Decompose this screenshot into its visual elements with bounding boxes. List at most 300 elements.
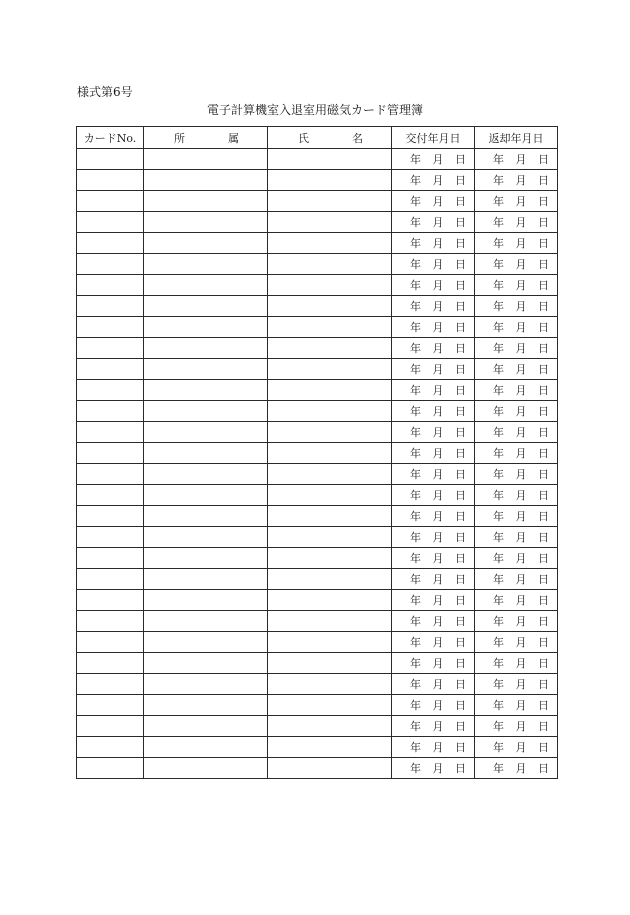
issued-date-cell[interactable] [392,338,475,359]
name-cell[interactable] [268,380,392,401]
table-row [77,464,558,485]
date-unit-year: 年 [410,174,421,187]
date-unit-month: 月 [432,300,444,313]
card-no-cell[interactable] [77,548,144,569]
date-unit-year: 年 [410,573,421,586]
header-name [268,127,392,149]
issued-date-cell[interactable] [392,569,475,590]
department-cell[interactable] [144,149,268,170]
department-cell[interactable] [144,212,268,233]
date-unit-month: 月 [515,174,527,187]
date-unit-day: 日 [538,615,549,628]
date-unit-day: 日 [538,363,549,376]
date-unit-day: 日 [538,174,549,187]
card-no-cell[interactable] [77,695,144,716]
card-no-cell[interactable] [77,296,144,317]
date-unit-month: 月 [432,741,444,754]
returned-date-cell[interactable] [475,590,558,611]
department-cell[interactable] [144,548,268,569]
date-unit-month: 月 [515,762,527,775]
name-cell[interactable] [268,338,392,359]
date-unit-day: 日 [538,279,549,292]
returned-date-cell[interactable] [475,611,558,632]
date-unit-year: 年 [493,237,504,250]
card-no-cell[interactable] [77,149,144,170]
date-unit-year: 年 [410,678,421,691]
date-unit-year: 年 [410,741,421,754]
header-returned-date-label: 返却年月日 [488,131,544,145]
table-row [77,422,558,443]
returned-date-cell[interactable] [475,548,558,569]
date-unit-day: 日 [538,426,549,439]
department-cell[interactable] [144,422,268,443]
date-unit-year: 年 [493,636,504,649]
date-unit-year: 年 [410,615,421,628]
department-cell[interactable] [144,653,268,674]
date-unit-month: 月 [432,699,444,712]
date-unit-month: 月 [515,636,527,649]
date-unit-year: 年 [493,699,504,712]
department-cell[interactable] [144,464,268,485]
table-row [77,380,558,401]
name-cell[interactable] [268,758,392,779]
date-unit-year: 年 [410,258,421,271]
issued-date-cell[interactable] [392,758,475,779]
department-cell[interactable] [144,254,268,275]
date-unit-month: 月 [515,657,527,670]
department-cell[interactable] [144,170,268,191]
date-unit-day: 日 [455,153,466,166]
issued-date-cell[interactable] [392,632,475,653]
issued-date-cell[interactable] [392,443,475,464]
header-issued-date [392,127,475,149]
returned-date-cell[interactable] [475,695,558,716]
table-row [77,590,558,611]
date-unit-day: 日 [455,447,466,460]
returned-date-cell[interactable] [475,296,558,317]
issued-date-cell[interactable] [392,191,475,212]
card-no-cell[interactable] [77,758,144,779]
date-unit-day: 日 [538,195,549,208]
issued-date-cell[interactable] [392,380,475,401]
department-cell[interactable] [144,359,268,380]
department-cell[interactable] [144,695,268,716]
table-row [77,254,558,275]
date-unit-day: 日 [538,552,549,565]
department-cell[interactable] [144,233,268,254]
name-cell[interactable] [268,464,392,485]
date-unit-month: 月 [432,636,444,649]
form-number: 様式第6号 [77,85,133,99]
name-cell[interactable] [268,275,392,296]
date-unit-month: 月 [432,237,444,250]
department-cell[interactable] [144,506,268,527]
date-unit-day: 日 [455,636,466,649]
department-cell[interactable] [144,401,268,422]
date-unit-month: 月 [432,426,444,439]
header-card-no-label: カードNo. [83,131,137,145]
name-cell[interactable] [268,653,392,674]
department-cell[interactable] [144,611,268,632]
name-cell[interactable] [268,317,392,338]
returned-date-cell[interactable] [475,191,558,212]
card-no-cell[interactable] [77,737,144,758]
department-cell[interactable] [144,485,268,506]
name-cell[interactable] [268,632,392,653]
table-row [77,212,558,233]
date-unit-month: 月 [432,594,444,607]
date-unit-day: 日 [455,258,466,271]
issued-date-cell[interactable] [392,401,475,422]
returned-date-cell[interactable] [475,422,558,443]
returned-date-cell[interactable] [475,527,558,548]
name-cell[interactable] [268,590,392,611]
header-returned-date [475,127,558,149]
header-issued-date-label: 交付年月日 [405,131,461,145]
card-no-cell[interactable] [77,569,144,590]
card-no-cell[interactable] [77,506,144,527]
card-no-cell[interactable] [77,359,144,380]
name-cell[interactable] [268,485,392,506]
issued-date-cell[interactable] [392,485,475,506]
date-unit-day: 日 [455,489,466,502]
name-cell[interactable] [268,212,392,233]
issued-date-cell[interactable] [392,527,475,548]
card-no-cell[interactable] [77,485,144,506]
returned-date-cell[interactable] [475,401,558,422]
name-cell[interactable] [268,443,392,464]
date-unit-year: 年 [493,153,504,166]
date-unit-month: 月 [432,153,444,166]
date-unit-month: 月 [515,489,527,502]
returned-date-cell[interactable] [475,170,558,191]
date-unit-day: 日 [538,300,549,313]
date-unit-month: 月 [432,573,444,586]
card-no-cell[interactable] [77,611,144,632]
issued-date-cell[interactable] [392,233,475,254]
department-cell[interactable] [144,296,268,317]
date-unit-day: 日 [538,594,549,607]
date-unit-month: 月 [515,699,527,712]
table-row [77,695,558,716]
returned-date-cell[interactable] [475,149,558,170]
date-unit-day: 日 [455,657,466,670]
date-unit-day: 日 [455,741,466,754]
card-no-cell[interactable] [77,422,144,443]
name-cell[interactable] [268,296,392,317]
header-department-char-2: 属 [228,131,239,145]
table-row [77,758,558,779]
date-unit-month: 月 [515,300,527,313]
date-unit-month: 月 [515,405,527,418]
date-unit-day: 日 [455,510,466,523]
date-unit-day: 日 [455,174,466,187]
date-unit-year: 年 [493,195,504,208]
date-unit-year: 年 [410,489,421,502]
returned-date-cell[interactable] [475,716,558,737]
card-no-cell[interactable] [77,464,144,485]
header-department [144,127,268,149]
issued-date-cell[interactable] [392,716,475,737]
date-unit-month: 月 [515,216,527,229]
date-unit-year: 年 [493,615,504,628]
returned-date-cell[interactable] [475,506,558,527]
date-unit-year: 年 [410,405,421,418]
date-unit-month: 月 [432,468,444,481]
date-unit-year: 年 [493,720,504,733]
card-no-cell[interactable] [77,716,144,737]
date-unit-month: 月 [515,594,527,607]
department-cell[interactable] [144,527,268,548]
header-department-char-1: 所 [174,131,185,145]
date-unit-day: 日 [538,405,549,418]
name-cell[interactable] [268,506,392,527]
returned-date-cell[interactable] [475,359,558,380]
issued-date-cell[interactable] [392,695,475,716]
table-row [77,275,558,296]
date-unit-year: 年 [493,321,504,334]
date-unit-month: 月 [515,258,527,271]
issued-date-cell[interactable] [392,212,475,233]
date-unit-day: 日 [538,636,549,649]
date-unit-day: 日 [538,678,549,691]
date-unit-day: 日 [538,447,549,460]
date-unit-day: 日 [538,741,549,754]
table-row [77,149,558,170]
date-unit-day: 日 [538,573,549,586]
date-unit-year: 年 [410,636,421,649]
date-unit-month: 月 [432,384,444,397]
date-unit-day: 日 [538,762,549,775]
department-cell[interactable] [144,590,268,611]
card-no-cell[interactable] [77,191,144,212]
name-cell[interactable] [268,254,392,275]
issued-date-cell[interactable] [392,737,475,758]
card-no-cell[interactable] [77,170,144,191]
department-cell[interactable] [144,716,268,737]
date-unit-month: 月 [515,363,527,376]
returned-date-cell[interactable] [475,674,558,695]
date-unit-year: 年 [493,552,504,565]
date-unit-day: 日 [538,216,549,229]
name-cell[interactable] [268,149,392,170]
date-unit-day: 日 [455,762,466,775]
date-unit-month: 月 [515,447,527,460]
date-unit-month: 月 [432,258,444,271]
department-cell[interactable] [144,338,268,359]
returned-date-cell[interactable] [475,464,558,485]
card-no-cell[interactable] [77,338,144,359]
table-row [77,506,558,527]
date-unit-year: 年 [410,426,421,439]
date-unit-year: 年 [410,699,421,712]
date-unit-day: 日 [538,531,549,544]
date-unit-month: 月 [515,552,527,565]
date-unit-day: 日 [538,510,549,523]
returned-date-cell[interactable] [475,254,558,275]
date-unit-year: 年 [410,594,421,607]
department-cell[interactable] [144,275,268,296]
issued-date-cell[interactable] [392,317,475,338]
department-cell[interactable] [144,380,268,401]
returned-date-cell[interactable] [475,632,558,653]
returned-date-cell[interactable] [475,212,558,233]
department-cell[interactable] [144,443,268,464]
card-no-cell[interactable] [77,674,144,695]
card-no-cell[interactable] [77,254,144,275]
issued-date-cell[interactable] [392,674,475,695]
date-unit-year: 年 [493,300,504,313]
name-cell[interactable] [268,569,392,590]
returned-date-cell[interactable] [475,380,558,401]
name-cell[interactable] [268,233,392,254]
table-row [77,296,558,317]
card-no-cell[interactable] [77,212,144,233]
date-unit-day: 日 [538,153,549,166]
date-unit-year: 年 [410,153,421,166]
name-cell[interactable] [268,422,392,443]
date-unit-year: 年 [410,363,421,376]
department-cell[interactable] [144,632,268,653]
issued-date-cell[interactable] [392,275,475,296]
department-cell[interactable] [144,674,268,695]
card-no-cell[interactable] [77,590,144,611]
issued-date-cell[interactable] [392,170,475,191]
date-unit-year: 年 [493,594,504,607]
date-unit-year: 年 [410,321,421,334]
date-unit-month: 月 [515,426,527,439]
issued-date-cell[interactable] [392,506,475,527]
name-cell[interactable] [268,548,392,569]
date-unit-day: 日 [455,699,466,712]
department-cell[interactable] [144,191,268,212]
date-unit-month: 月 [515,531,527,544]
date-unit-day: 日 [455,384,466,397]
issued-date-cell[interactable] [392,590,475,611]
card-no-cell[interactable] [77,233,144,254]
date-unit-day: 日 [538,237,549,250]
returned-date-cell[interactable] [475,485,558,506]
issued-date-cell[interactable] [392,254,475,275]
department-cell[interactable] [144,569,268,590]
issued-date-cell[interactable] [392,611,475,632]
returned-date-cell[interactable] [475,338,558,359]
card-no-cell[interactable] [77,317,144,338]
name-cell[interactable] [268,170,392,191]
date-unit-month: 月 [515,321,527,334]
date-unit-day: 日 [455,552,466,565]
date-unit-year: 年 [493,531,504,544]
card-no-cell[interactable] [77,401,144,422]
name-cell[interactable] [268,359,392,380]
date-unit-day: 日 [455,237,466,250]
date-unit-day: 日 [455,573,466,586]
date-unit-month: 月 [432,216,444,229]
name-cell[interactable] [268,611,392,632]
header-card-no [77,127,144,149]
department-cell[interactable] [144,758,268,779]
table-row [77,548,558,569]
date-unit-month: 月 [432,678,444,691]
department-cell[interactable] [144,317,268,338]
name-cell[interactable] [268,191,392,212]
date-unit-month: 月 [515,741,527,754]
date-unit-month: 月 [515,237,527,250]
table-body [77,149,558,779]
returned-date-cell[interactable] [475,233,558,254]
date-unit-day: 日 [455,468,466,481]
date-unit-year: 年 [410,447,421,460]
table-row [77,233,558,254]
name-cell[interactable] [268,401,392,422]
date-unit-month: 月 [432,657,444,670]
date-unit-month: 月 [432,279,444,292]
department-cell[interactable] [144,737,268,758]
date-unit-month: 月 [432,552,444,565]
name-cell[interactable] [268,695,392,716]
date-unit-year: 年 [410,195,421,208]
date-unit-year: 年 [410,300,421,313]
table-row [77,737,558,758]
date-unit-day: 日 [455,321,466,334]
date-unit-year: 年 [493,426,504,439]
card-no-cell[interactable] [77,527,144,548]
returned-date-cell[interactable] [475,317,558,338]
returned-date-cell[interactable] [475,653,558,674]
returned-date-cell[interactable] [475,569,558,590]
issued-date-cell[interactable] [392,464,475,485]
name-cell[interactable] [268,674,392,695]
date-unit-year: 年 [493,174,504,187]
date-unit-month: 月 [515,342,527,355]
date-unit-day: 日 [455,720,466,733]
issued-date-cell[interactable] [392,422,475,443]
table-row [77,359,558,380]
date-unit-day: 日 [455,531,466,544]
card-no-cell[interactable] [77,380,144,401]
date-unit-day: 日 [455,342,466,355]
date-unit-day: 日 [455,426,466,439]
returned-date-cell[interactable] [475,758,558,779]
name-cell[interactable] [268,527,392,548]
issued-date-cell[interactable] [392,548,475,569]
returned-date-cell[interactable] [475,443,558,464]
name-cell[interactable] [268,737,392,758]
issued-date-cell[interactable] [392,653,475,674]
date-unit-day: 日 [538,384,549,397]
card-no-cell[interactable] [77,443,144,464]
card-no-cell[interactable] [77,632,144,653]
date-unit-day: 日 [538,657,549,670]
returned-date-cell[interactable] [475,737,558,758]
table-row [77,443,558,464]
issued-date-cell[interactable] [392,149,475,170]
card-no-cell[interactable] [77,275,144,296]
date-unit-day: 日 [538,321,549,334]
date-unit-month: 月 [515,720,527,733]
date-unit-day: 日 [455,615,466,628]
name-cell[interactable] [268,716,392,737]
table-row [77,485,558,506]
returned-date-cell[interactable] [475,275,558,296]
date-unit-year: 年 [410,216,421,229]
issued-date-cell[interactable] [392,296,475,317]
date-unit-day: 日 [538,258,549,271]
issued-date-cell[interactable] [392,359,475,380]
card-no-cell[interactable] [77,653,144,674]
header-name-char-1: 氏 [298,131,309,145]
date-unit-month: 月 [515,468,527,481]
